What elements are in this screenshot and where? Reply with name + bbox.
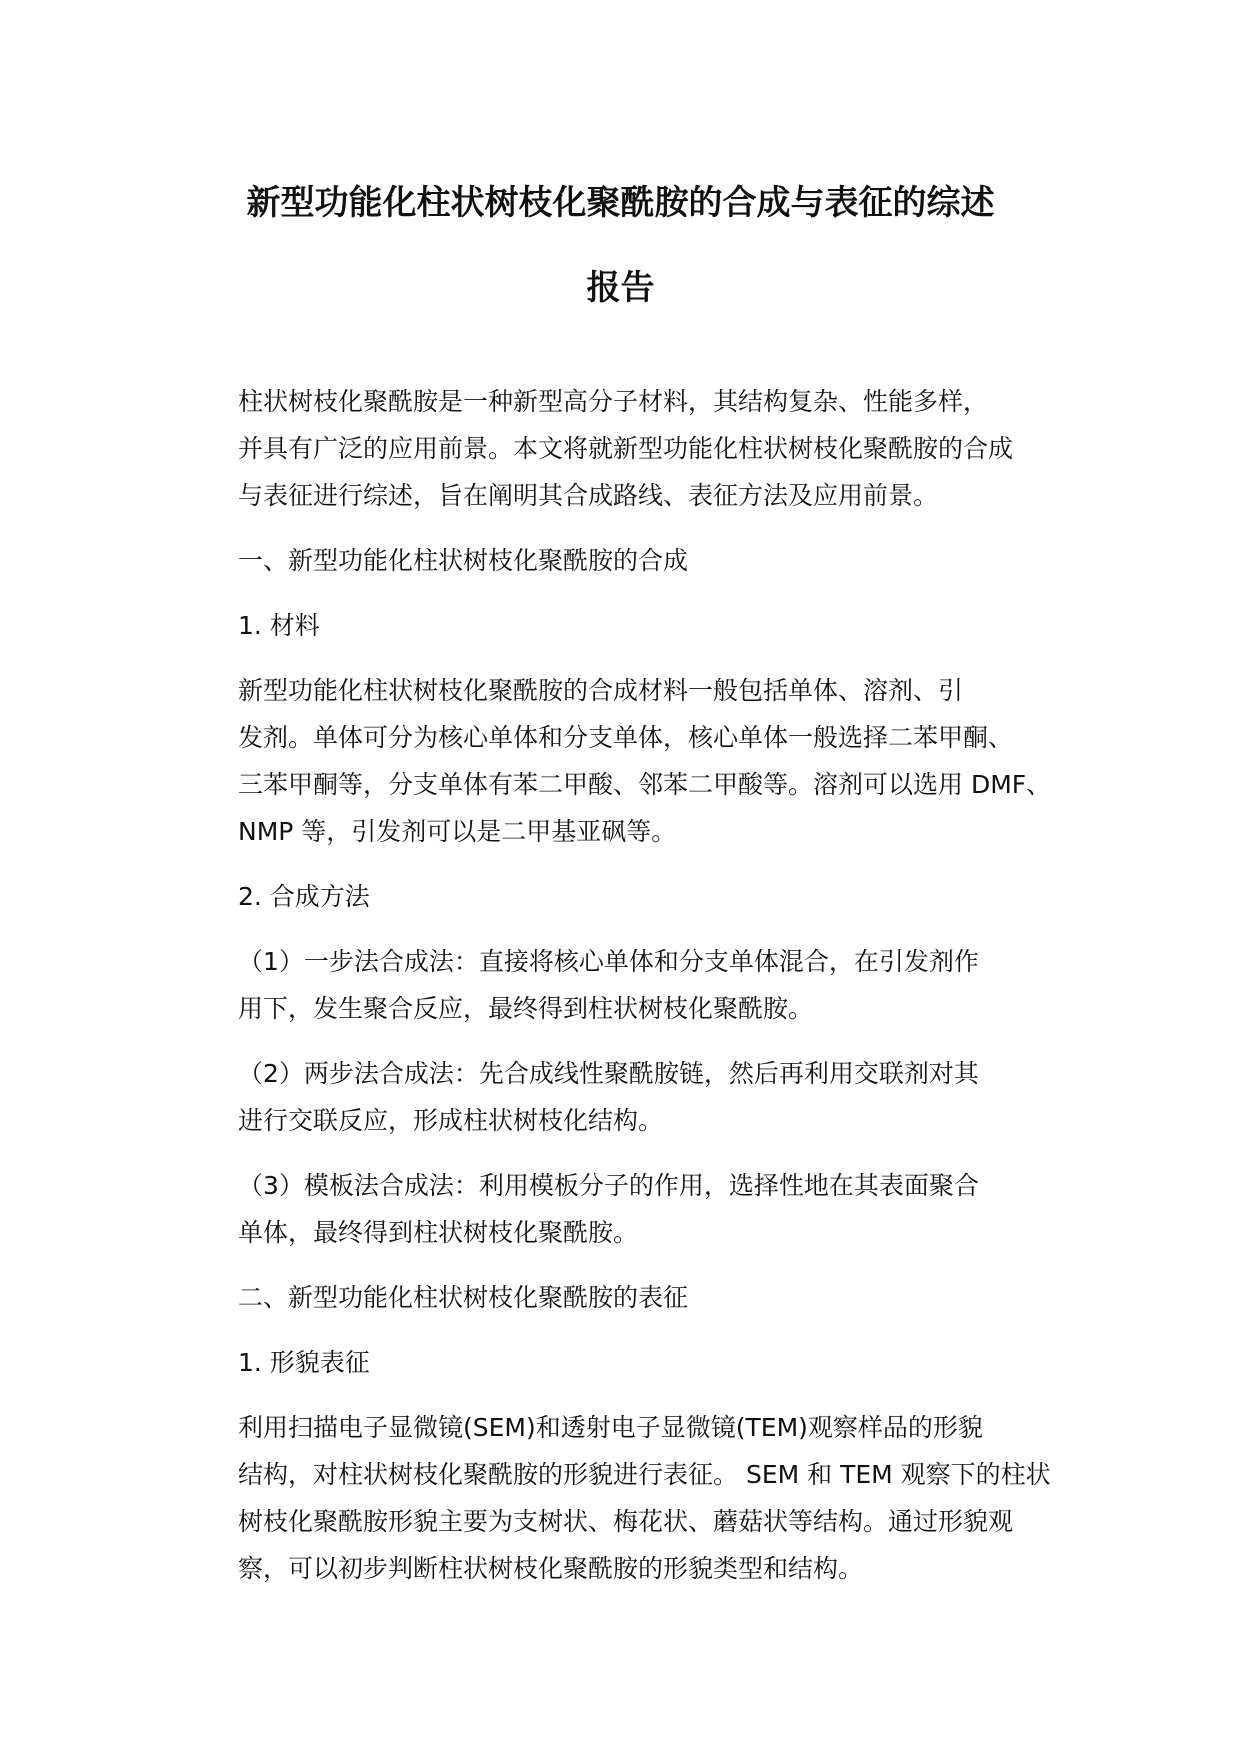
text-line: 新型功能化柱状树枝化聚酰胺的合成材料一般包括单体、溶剂、引 [238, 676, 964, 705]
paragraph [188, 537, 1083, 584]
text-line: 2. 合成方法 [238, 882, 370, 911]
text-line: （2）两步法合成法：先合成线性聚酰胺链，然后再利用交联剂对其 [238, 1059, 979, 1088]
text-line: 一、新型功能化柱状树枝化聚酰胺的合成 [238, 546, 689, 575]
paragraph [188, 938, 1083, 1032]
text-line: 并具有广泛的应用前景。本文将就新型功能化柱状树枝化聚酰胺的合成 [238, 434, 1014, 463]
text-line: （3）模板法合成法：利用模板分子的作用，选择性地在其表面聚合 [238, 1171, 979, 1200]
text-line: 柱状树枝化聚酰胺是一种新型高分子材料，其结构复杂、性能多样， [238, 387, 989, 416]
text-line: 1. 形貌表征 [238, 1348, 370, 1377]
document-body [188, 378, 1083, 1592]
paragraph [188, 1050, 1083, 1144]
text-line: 二、新型功能化柱状树枝化聚酰胺的表征 [238, 1283, 689, 1312]
document-title-line-2: 报告 [586, 268, 655, 308]
text-line: （1）一步法合成法：直接将核心单体和分支单体混合，在引发剂作 [238, 947, 979, 976]
text-line: 察，可以初步判断柱状树枝化聚酰胺的形貌类型和结构。 [238, 1554, 864, 1583]
paragraph [188, 1339, 1083, 1386]
text-line: 三苯甲酮等，分支单体有苯二甲酸、邻苯二甲酸等。溶剂可以选用 DMF、 [238, 770, 1052, 799]
text-line: 树枝化聚酰胺形貌主要为支树状、梅花状、蘑菇状等结构。通过形貌观 [238, 1507, 1014, 1536]
text-line: 用下，发生聚合反应，最终得到柱状树枝化聚酰胺。 [238, 994, 814, 1023]
text-line: 与表征进行综述，旨在阐明其合成路线、表征方法及应用前景。 [238, 481, 939, 510]
text-line: 结构，对柱状树枝化聚酰胺的形貌进行表征。 SEM 和 TEM 观察下的柱状 [238, 1460, 1051, 1489]
paragraph [188, 602, 1083, 649]
paragraph [188, 1274, 1083, 1321]
text-line: 1. 材料 [238, 611, 320, 640]
text-line: 发剂。单体可分为核心单体和分支单体，核心单体一般选择二苯甲酮、 [238, 723, 1014, 752]
text-line: 进行交联反应，形成柱状树枝化结构。 [238, 1106, 664, 1135]
paragraph [188, 667, 1083, 855]
text-line: NMP 等，引发剂可以是二甲基亚砜等。 [238, 817, 677, 846]
text-line: 利用扫描电子显微镜(SEM)和透射电子显微镜(TEM)观察样品的形貌 [238, 1413, 983, 1442]
paragraph [188, 1404, 1083, 1592]
paragraph [188, 378, 1083, 519]
text-line: 单体，最终得到柱状树枝化聚酰胺。 [238, 1218, 639, 1247]
paragraph [188, 873, 1083, 920]
paragraph [188, 1162, 1083, 1256]
document-title-line-1: 新型功能化柱状树枝化聚酰胺的合成与表征的综述 [246, 183, 995, 223]
